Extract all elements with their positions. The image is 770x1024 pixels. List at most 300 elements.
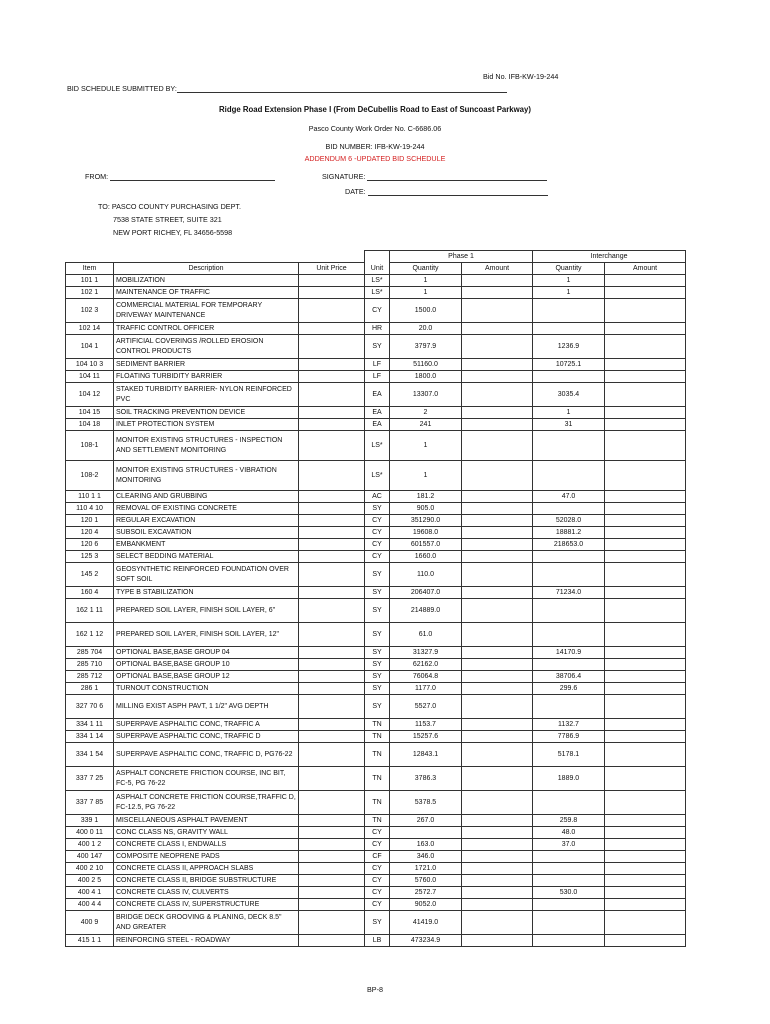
unit-price-cell — [299, 551, 365, 563]
phase1-amount-cell — [462, 875, 533, 887]
interchange-quantity-cell: 18881.2 — [533, 527, 605, 539]
interchange-quantity-cell — [533, 371, 605, 383]
unit-cell: CY — [365, 551, 390, 563]
phase1-amount-cell — [462, 431, 533, 461]
unit-price-cell — [299, 299, 365, 323]
bid-schedule-submitted-by — [67, 84, 507, 93]
table-row — [66, 275, 686, 287]
interchange-amount-cell — [605, 875, 686, 887]
table-row — [66, 767, 686, 791]
interchange-quantity-cell: 1 — [533, 407, 605, 419]
table-row — [66, 299, 686, 323]
description-cell: SOIL TRACKING PREVENTION DEVICE — [114, 407, 299, 419]
description-cell: CONC CLASS NS, GRAVITY WALL — [114, 827, 299, 839]
description-cell: COMMERCIAL MATERIAL FOR TEMPORARY DRIVEWAY MAINTENANCE — [114, 299, 299, 323]
unit-price-cell — [299, 731, 365, 743]
unit-price-cell — [299, 827, 365, 839]
unit-price-cell — [299, 587, 365, 599]
phase1-quantity-cell: 51160.0 — [390, 359, 462, 371]
interchange-amount-cell — [605, 527, 686, 539]
to-label: TO: — [98, 202, 110, 211]
phase1-amount-cell — [462, 491, 533, 503]
item-cell: 285 712 — [66, 671, 114, 683]
unit-price-cell — [299, 815, 365, 827]
interchange-quantity-cell — [533, 791, 605, 815]
interchange-quantity-cell: 71234.0 — [533, 587, 605, 599]
unit-cell: TN — [365, 731, 390, 743]
description-cell: EMBANKMENT — [114, 539, 299, 551]
interchange-quantity-cell: 1 — [533, 287, 605, 299]
phase1-quantity-cell: 163.0 — [390, 839, 462, 851]
table-row — [66, 419, 686, 431]
unit-price-cell — [299, 275, 365, 287]
item-cell: 102 3 — [66, 299, 114, 323]
unit-cell: CY — [365, 863, 390, 875]
phase1-amount-cell — [462, 659, 533, 671]
phase1-quantity-cell: 15257.6 — [390, 731, 462, 743]
unit-cell: CY — [365, 527, 390, 539]
interchange-amount-cell — [605, 647, 686, 659]
interchange-quantity-cell — [533, 863, 605, 875]
unit-cell: TN — [365, 791, 390, 815]
table-row — [66, 371, 686, 383]
table-row — [66, 431, 686, 461]
interchange-amount-cell — [605, 887, 686, 899]
phase1-quantity-cell: 62162.0 — [390, 659, 462, 671]
phase1-amount-cell — [462, 359, 533, 371]
date-line — [368, 195, 548, 196]
interchange-amount-cell — [605, 287, 686, 299]
interchange-quantity-cell: 530.0 — [533, 887, 605, 899]
table-row — [66, 563, 686, 587]
interchange-amount-cell — [605, 815, 686, 827]
unit-price-cell — [299, 527, 365, 539]
table-row — [66, 719, 686, 731]
interchange-quantity-cell — [533, 695, 605, 719]
item-cell: 400 4 4 — [66, 899, 114, 911]
unit-cell: TN — [365, 815, 390, 827]
interchange-amount-cell — [605, 599, 686, 623]
phase1-quantity-cell: 31327.9 — [390, 647, 462, 659]
interchange-quantity-cell: 14170.9 — [533, 647, 605, 659]
phase1-quantity-cell: 110.0 — [390, 563, 462, 587]
interchange-amount-cell — [605, 911, 686, 935]
unit-price-cell — [299, 875, 365, 887]
interchange-quantity-cell: 1132.7 — [533, 719, 605, 731]
phase1-amount-cell — [462, 911, 533, 935]
unit-price-cell — [299, 383, 365, 407]
unit-cell: CY — [365, 827, 390, 839]
phase1-amount-cell — [462, 671, 533, 683]
interchange-amount-cell — [605, 563, 686, 587]
interchange-amount-cell — [605, 407, 686, 419]
unit-price-cell — [299, 323, 365, 335]
phase1-amount-cell — [462, 335, 533, 359]
table-row — [66, 683, 686, 695]
unit-price-cell — [299, 335, 365, 359]
item-cell: 160 4 — [66, 587, 114, 599]
unit-cell: CF — [365, 851, 390, 863]
interchange-quantity-cell — [533, 563, 605, 587]
table-row — [66, 623, 686, 647]
phase1-quantity-cell: 1721.0 — [390, 863, 462, 875]
unit-price-cell — [299, 287, 365, 299]
phase1-quantity-cell: 61.0 — [390, 623, 462, 647]
unit-cell: LF — [365, 371, 390, 383]
unit-cell: TN — [365, 719, 390, 731]
interchange-quantity-cell — [533, 299, 605, 323]
phase1-quantity-cell: 1 — [390, 431, 462, 461]
table-row — [66, 851, 686, 863]
description-cell: MONITOR EXISTING STRUCTURES - INSPECTION AND SETTLEMENT MONITORING — [114, 431, 299, 461]
unit-cell: EA — [365, 419, 390, 431]
interchange-amount-cell — [605, 551, 686, 563]
interchange-quantity-cell: 52028.0 — [533, 515, 605, 527]
phase1-header: Phase 1 — [390, 251, 533, 263]
interchange-amount-cell — [605, 623, 686, 647]
item-cell: 327 70 6 — [66, 695, 114, 719]
description-cell: ASPHALT CONCRETE FRICTION COURSE,TRAFFIC D, FC-12.5, PG 76-22 — [114, 791, 299, 815]
interchange-quantity-cell — [533, 899, 605, 911]
phase1-quantity-cell: 5760.0 — [390, 875, 462, 887]
unit-cell: SY — [365, 683, 390, 695]
interchange-amount-cell — [605, 827, 686, 839]
item-cell: 337 7 25 — [66, 767, 114, 791]
signature-field — [322, 172, 547, 181]
unit-price-cell — [299, 767, 365, 791]
description-cell: CONCRETE CLASS II, BRIDGE SUBSTRUCTURE — [114, 875, 299, 887]
unit-col-top — [365, 251, 390, 263]
col-item: Item — [66, 263, 114, 275]
unit-price-cell — [299, 887, 365, 899]
interchange-amount-cell — [605, 839, 686, 851]
interchange-amount-cell — [605, 851, 686, 863]
item-cell: 104 10 3 — [66, 359, 114, 371]
description-cell: ARTIFICIAL COVERINGS /ROLLED EROSION CONTROL PRODUCTS — [114, 335, 299, 359]
table-row — [66, 287, 686, 299]
unit-cell: SY — [365, 623, 390, 647]
unit-price-cell — [299, 743, 365, 767]
table-row — [66, 695, 686, 719]
description-cell: REGULAR EXCAVATION — [114, 515, 299, 527]
unit-price-cell — [299, 683, 365, 695]
item-cell: 108-1 — [66, 431, 114, 461]
phase1-amount-cell — [462, 863, 533, 875]
interchange-amount-cell — [605, 299, 686, 323]
description-cell: SUPERPAVE ASPHALTIC CONC, TRAFFIC A — [114, 719, 299, 731]
phase1-quantity-cell: 1 — [390, 461, 462, 491]
description-cell: CLEARING AND GRUBBING — [114, 491, 299, 503]
date-label: DATE: — [345, 187, 366, 196]
description-cell: MOBILIZATION — [114, 275, 299, 287]
unit-price-cell — [299, 623, 365, 647]
item-cell: 110 1 1 — [66, 491, 114, 503]
unit-price-cell — [299, 599, 365, 623]
phase1-quantity-cell: 1177.0 — [390, 683, 462, 695]
phase1-quantity-cell: 5527.0 — [390, 695, 462, 719]
description-cell: MAINTENANCE OF TRAFFIC — [114, 287, 299, 299]
description-cell: CONCRETE CLASS I, ENDWALLS — [114, 839, 299, 851]
item-cell: 125 3 — [66, 551, 114, 563]
description-cell: PREPARED SOIL LAYER, FINISH SOIL LAYER, 6" — [114, 599, 299, 623]
item-cell: 110 4 10 — [66, 503, 114, 515]
table-row — [66, 599, 686, 623]
phase1-amount-cell — [462, 407, 533, 419]
table-row — [66, 503, 686, 515]
unit-cell: LS* — [365, 431, 390, 461]
phase1-quantity-cell: 20.0 — [390, 323, 462, 335]
phase1-quantity-cell: 351290.0 — [390, 515, 462, 527]
phase1-amount-cell — [462, 887, 533, 899]
table-row — [66, 935, 686, 947]
interchange-amount-cell — [605, 731, 686, 743]
unit-cell: EA — [365, 407, 390, 419]
unit-cell: LS* — [365, 287, 390, 299]
interchange-header: Interchange — [533, 251, 686, 263]
description-cell: OPTIONAL BASE,BASE GROUP 10 — [114, 659, 299, 671]
item-cell: 400 2 10 — [66, 863, 114, 875]
item-cell: 120 1 — [66, 515, 114, 527]
interchange-quantity-cell: 38706.4 — [533, 671, 605, 683]
from-line — [110, 180, 275, 181]
interchange-quantity-cell — [533, 431, 605, 461]
interchange-amount-cell — [605, 539, 686, 551]
item-cell: 400 9 — [66, 911, 114, 935]
interchange-amount-cell — [605, 767, 686, 791]
interchange-amount-cell — [605, 791, 686, 815]
item-cell: 108-2 — [66, 461, 114, 491]
table-row — [66, 335, 686, 359]
interchange-quantity-cell: 1236.9 — [533, 335, 605, 359]
table-row — [66, 839, 686, 851]
interchange-quantity-cell: 47.0 — [533, 491, 605, 503]
unit-cell: SY — [365, 695, 390, 719]
col-unit-price: Unit Price — [299, 263, 365, 275]
phase1-quantity-cell: 905.0 — [390, 503, 462, 515]
phase1-amount-cell — [462, 371, 533, 383]
phase1-quantity-cell: 13307.0 — [390, 383, 462, 407]
item-cell: 400 1 2 — [66, 839, 114, 851]
unit-cell: TN — [365, 743, 390, 767]
interchange-amount-cell — [605, 671, 686, 683]
interchange-quantity-cell: 7786.9 — [533, 731, 605, 743]
unit-price-cell — [299, 695, 365, 719]
work-order: Pasco County Work Order No. C-6686.06 — [308, 124, 442, 133]
item-cell: 285 704 — [66, 647, 114, 659]
item-cell: 286 1 — [66, 683, 114, 695]
unit-cell: CY — [365, 899, 390, 911]
description-cell: CONCRETE CLASS II, APPROACH SLABS — [114, 863, 299, 875]
phase1-quantity-cell: 1 — [390, 287, 462, 299]
description-cell: MILLING EXIST ASPH PAVT, 1 1/2" AVG DEPTH — [114, 695, 299, 719]
description-cell: GEOSYNTHETIC REINFORCED FOUNDATION OVER SOFT SOIL — [114, 563, 299, 587]
interchange-quantity-cell: 1 — [533, 275, 605, 287]
interchange-quantity-cell — [533, 659, 605, 671]
interchange-quantity-cell — [533, 875, 605, 887]
phase1-amount-cell — [462, 851, 533, 863]
phase1-quantity-cell: 241 — [390, 419, 462, 431]
phase1-quantity-cell: 206407.0 — [390, 587, 462, 599]
interchange-amount-cell — [605, 683, 686, 695]
phase1-amount-cell — [462, 695, 533, 719]
table-row — [66, 491, 686, 503]
unit-cell: SY — [365, 671, 390, 683]
table-row — [66, 743, 686, 767]
unit-price-cell — [299, 911, 365, 935]
unit-price-cell — [299, 407, 365, 419]
phase1-amount-cell — [462, 683, 533, 695]
interchange-quantity-cell: 299.6 — [533, 683, 605, 695]
description-cell: STAKED TURBIDITY BARRIER- NYLON REINFORCED PVC — [114, 383, 299, 407]
interchange-amount-cell — [605, 935, 686, 947]
phase1-amount-cell — [462, 587, 533, 599]
unit-cell: CY — [365, 539, 390, 551]
item-cell: 104 18 — [66, 419, 114, 431]
interchange-quantity-cell: 1889.0 — [533, 767, 605, 791]
item-cell: 162 1 12 — [66, 623, 114, 647]
unit-cell: CY — [365, 515, 390, 527]
col-description: Description — [114, 263, 299, 275]
description-cell: OPTIONAL BASE,BASE GROUP 12 — [114, 671, 299, 683]
item-cell: 162 1 11 — [66, 599, 114, 623]
unit-cell: LB — [365, 935, 390, 947]
interchange-quantity-cell — [533, 599, 605, 623]
item-cell: 120 4 — [66, 527, 114, 539]
page-number: BP-8 — [367, 985, 383, 994]
unit-cell: SY — [365, 587, 390, 599]
unit-cell: TN — [365, 767, 390, 791]
phase1-amount-cell — [462, 767, 533, 791]
phase1-quantity-cell: 267.0 — [390, 815, 462, 827]
phase1-quantity-cell — [390, 827, 462, 839]
description-cell: TYPE B STABILIZATION — [114, 587, 299, 599]
unit-price-cell — [299, 359, 365, 371]
interchange-quantity-cell: 5178.1 — [533, 743, 605, 767]
phase1-amount-cell — [462, 515, 533, 527]
date-field — [345, 187, 548, 196]
phase1-amount-cell — [462, 461, 533, 491]
description-cell: MONITOR EXISTING STRUCTURES - VIBRATION MONITORING — [114, 461, 299, 491]
item-cell: 334 1 11 — [66, 719, 114, 731]
interchange-amount-cell — [605, 431, 686, 461]
item-cell: 415 1 1 — [66, 935, 114, 947]
table-row — [66, 875, 686, 887]
phase1-quantity-cell: 214889.0 — [390, 599, 462, 623]
interchange-amount-cell — [605, 695, 686, 719]
item-cell: 104 11 — [66, 371, 114, 383]
phase1-amount-cell — [462, 599, 533, 623]
table-row — [66, 539, 686, 551]
address-line-1: PASCO COUNTY PURCHASING DEPT. — [111, 202, 241, 211]
phase1-amount-cell — [462, 899, 533, 911]
interchange-amount-cell — [605, 719, 686, 731]
table-row — [66, 815, 686, 827]
item-cell: 339 1 — [66, 815, 114, 827]
interchange-amount-cell — [605, 383, 686, 407]
phase1-quantity-cell: 601557.0 — [390, 539, 462, 551]
phase1-quantity-cell: 181.2 — [390, 491, 462, 503]
unit-cell: SY — [365, 599, 390, 623]
col-unit: Unit — [365, 263, 390, 275]
interchange-amount-cell — [605, 359, 686, 371]
table-row — [66, 899, 686, 911]
interchange-amount-cell — [605, 899, 686, 911]
phase1-amount-cell — [462, 839, 533, 851]
phase1-quantity-cell: 1500.0 — [390, 299, 462, 323]
interchange-amount-cell — [605, 743, 686, 767]
interchange-amount-cell — [605, 323, 686, 335]
unit-price-cell — [299, 563, 365, 587]
interchange-quantity-cell — [533, 323, 605, 335]
phase1-quantity-cell: 1153.7 — [390, 719, 462, 731]
phase1-quantity-cell: 3797.9 — [390, 335, 462, 359]
table-row — [66, 461, 686, 491]
bid-items — [66, 275, 686, 947]
phase1-quantity-cell: 346.0 — [390, 851, 462, 863]
description-cell: TRAFFIC CONTROL OFFICER — [114, 323, 299, 335]
description-cell: CONCRETE CLASS IV, CULVERTS — [114, 887, 299, 899]
table-row — [66, 527, 686, 539]
table-row — [66, 647, 686, 659]
phase1-amount-cell — [462, 383, 533, 407]
bid-number-top: Bid No. IFB-KW-19-244 — [483, 72, 559, 81]
unit-price-cell — [299, 899, 365, 911]
item-cell: 104 15 — [66, 407, 114, 419]
table-row — [66, 587, 686, 599]
phase1-quantity-cell: 3786.3 — [390, 767, 462, 791]
project-title: Ridge Road Extension Phase I (From DeCubellis Road to East of Suncoast Parkway) — [219, 105, 531, 114]
unit-cell: AC — [365, 491, 390, 503]
unit-cell: HR — [365, 323, 390, 335]
phase1-quantity-cell: 2 — [390, 407, 462, 419]
description-cell: SELECT BEDDING MATERIAL — [114, 551, 299, 563]
col-interchange-quantity: Quantity — [533, 263, 605, 275]
phase1-amount-cell — [462, 323, 533, 335]
unit-cell: EA — [365, 383, 390, 407]
interchange-amount-cell — [605, 587, 686, 599]
item-cell: 400 0 11 — [66, 827, 114, 839]
phase1-amount-cell — [462, 287, 533, 299]
phase1-amount-cell — [462, 527, 533, 539]
unit-price-cell — [299, 539, 365, 551]
interchange-amount-cell — [605, 491, 686, 503]
description-cell: PREPARED SOIL LAYER, FINISH SOIL LAYER, 12" — [114, 623, 299, 647]
bid-number: BID NUMBER: IFB-KW-19-244 — [325, 142, 425, 151]
interchange-quantity-cell: 259.8 — [533, 815, 605, 827]
phase1-quantity-cell: 473234.9 — [390, 935, 462, 947]
unit-price-cell — [299, 491, 365, 503]
signature-line — [367, 180, 547, 181]
phase1-quantity-cell: 1660.0 — [390, 551, 462, 563]
interchange-amount-cell — [605, 275, 686, 287]
phase1-quantity-cell: 12843.1 — [390, 743, 462, 767]
unit-cell: LS* — [365, 461, 390, 491]
description-cell: FLOATING TURBIDITY BARRIER — [114, 371, 299, 383]
from-field — [85, 172, 275, 181]
unit-price-cell — [299, 671, 365, 683]
interchange-quantity-cell: 3035.4 — [533, 383, 605, 407]
table-row — [66, 911, 686, 935]
interchange-quantity-cell — [533, 623, 605, 647]
phase1-amount-cell — [462, 299, 533, 323]
item-cell: 102 14 — [66, 323, 114, 335]
bid-schedule-table — [65, 250, 686, 947]
item-cell: 145 2 — [66, 563, 114, 587]
interchange-amount-cell — [605, 515, 686, 527]
description-cell: SEDIMENT BARRIER — [114, 359, 299, 371]
interchange-quantity-cell — [533, 503, 605, 515]
unit-price-cell — [299, 503, 365, 515]
